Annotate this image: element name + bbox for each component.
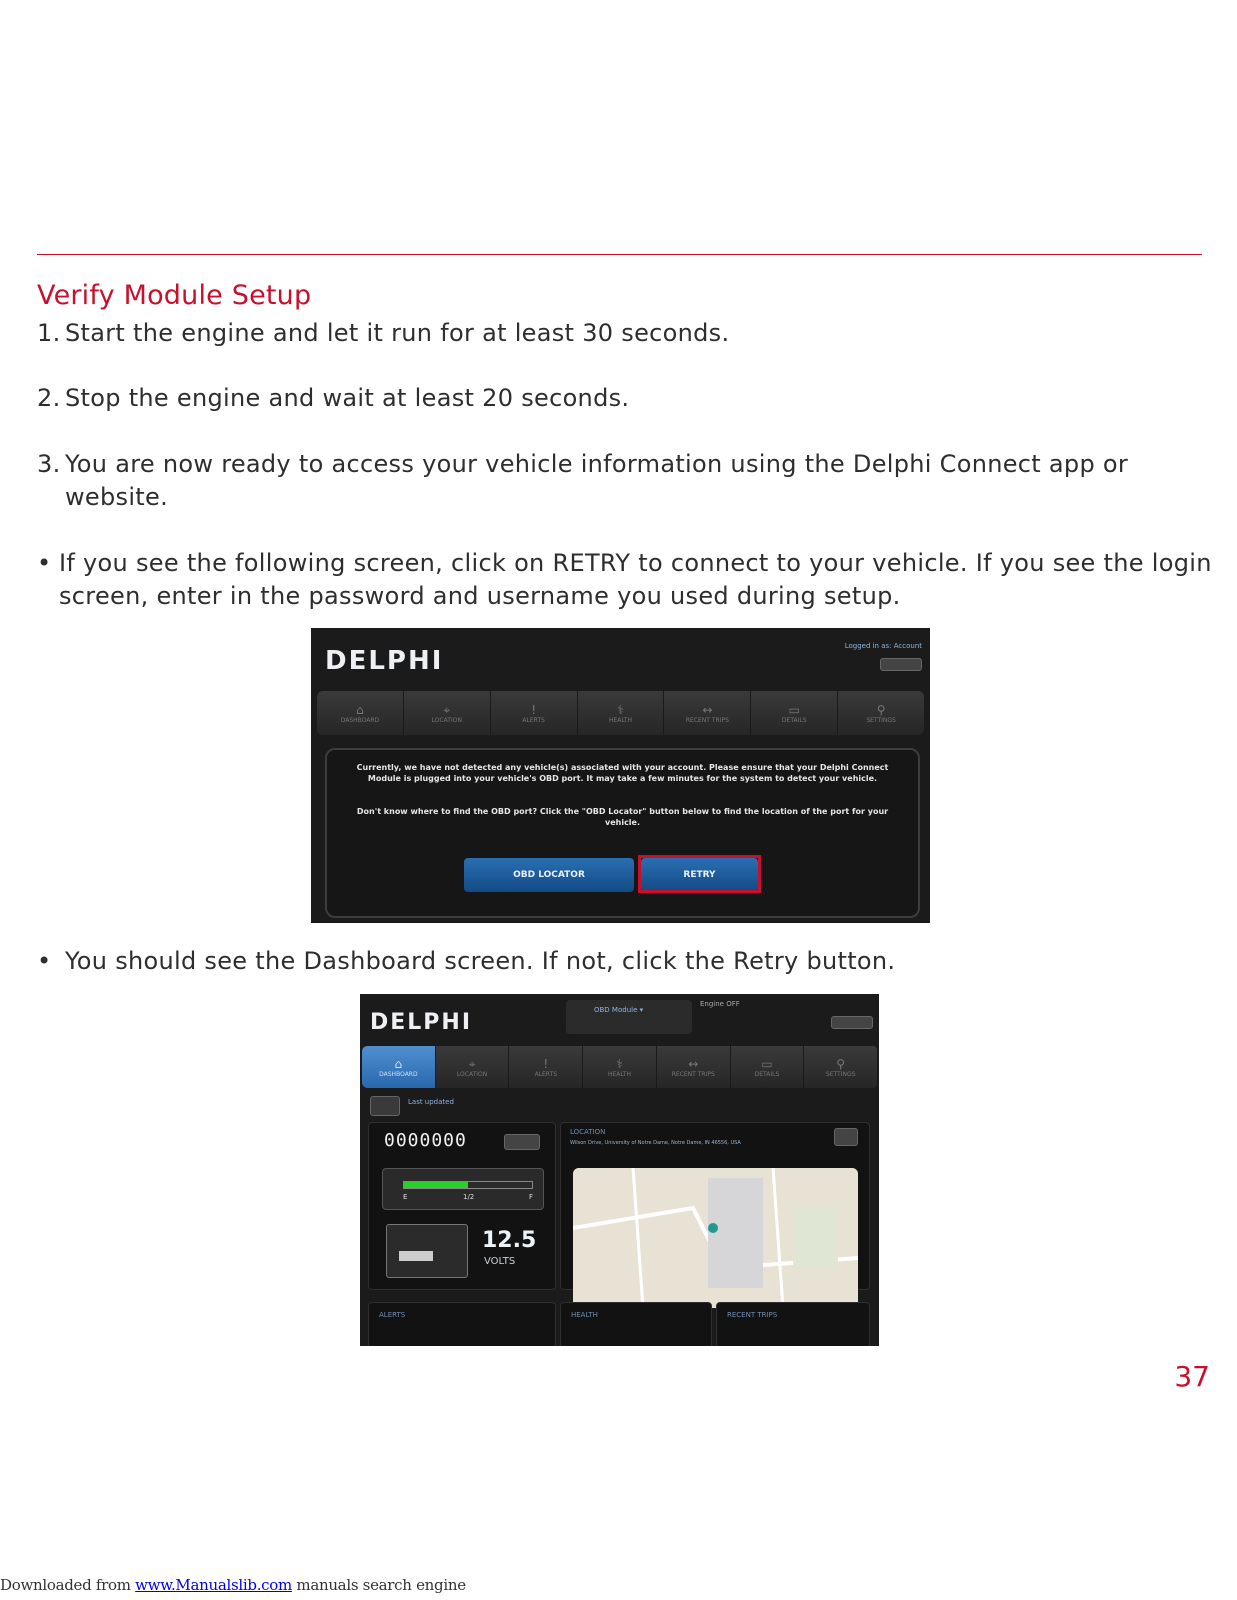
tab-location[interactable]: ⌖ LOCATION (404, 691, 491, 735)
map-pin-icon (708, 1223, 718, 1233)
vehicle-select[interactable]: OBD Module ▾ (566, 1000, 692, 1034)
bullet-icon: • (37, 549, 52, 577)
tab-recent-trips[interactable]: ↔ RECENT TRIPS (664, 691, 751, 735)
no-vehicle-message: Currently, we have not detected any vehicle(s) associated with your account. Please ensure that your Delphi Connect Module is plugged into your vehicle's OBD port. It may take a few minutes for the system to detect your vehicle. (356, 763, 889, 783)
sign-out-button[interactable] (880, 658, 922, 671)
health-panel[interactable]: HEALTH (560, 1302, 712, 1346)
fuel-gauge-track (403, 1181, 533, 1189)
location-address: Wilson Drive, University of Notre Dame, Notre Dame, IN 46556, USA (570, 1140, 741, 1146)
alert-icon: ! (531, 702, 537, 717)
sign-out-button[interactable] (831, 1016, 873, 1029)
dashboard-icon: ⌂ (394, 1056, 403, 1071)
odometer: 0000000 (384, 1130, 467, 1151)
screenshot-dashboard (360, 994, 879, 1346)
page-number: 37 (1174, 1360, 1210, 1393)
battery-label-plate (399, 1251, 433, 1261)
trips-icon: ↔ (688, 1056, 699, 1071)
settings-icon: ⚲ (836, 1056, 846, 1071)
tab-dashboard[interactable]: ⌂ DASHBOARD (362, 1046, 436, 1088)
car-icon: ▭ (788, 702, 800, 717)
tab-settings[interactable]: ⚲ SETTINGS (866, 702, 896, 724)
retry-highlight-box (638, 855, 761, 893)
tab-health[interactable]: ⚕ HEALTH (578, 691, 665, 735)
delphi-logo: DELPHI (370, 1010, 473, 1035)
alert-icon: ! (543, 1056, 549, 1071)
delphi-logo: DELPHI (325, 646, 444, 676)
step-1: 1. Start the engine and let it run for at least 30 seconds. (37, 319, 730, 347)
map-graphic (573, 1168, 858, 1308)
tab-recent-trips[interactable]: ↔ RECENT TRIPS (657, 1046, 731, 1088)
obd-locator-button[interactable]: OBD LOCATOR (464, 858, 634, 892)
refresh-button[interactable] (370, 1096, 400, 1116)
location-expand-button[interactable] (834, 1128, 858, 1146)
tab-dashboard[interactable]: ⌂ DASHBOARD (317, 691, 404, 735)
fuel-gauge (382, 1168, 544, 1210)
download-footer: Downloaded from www.Manualslib.com manuals search engine (0, 1576, 466, 1594)
retry-button[interactable]: RETRY (641, 858, 758, 892)
account-info[interactable]: Logged in as: Account (844, 642, 922, 650)
obd-help-message: Don't know where to find the OBD port? Click the "OBD Locator" button below to find the location of the port for your vehicle. (356, 807, 889, 827)
bullet-retry: • If you see the following screen, click on RETRY to connect to your vehicle. If you see the login screen, enter in the password and username you used during setup. (37, 549, 1212, 610)
main-nav (362, 1046, 877, 1088)
battery-unit: VOLTS (484, 1256, 516, 1267)
trips-icon: ↔ (702, 702, 713, 717)
step-2: 2. Stop the engine and wait at least 20 seconds. (37, 384, 630, 412)
tab-details[interactable]: ▭ DETAILS (731, 1046, 805, 1088)
manualslib-link[interactable]: www.Manualslib.com (135, 1576, 292, 1594)
health-icon: ⚕ (616, 1056, 623, 1071)
dashboard-icon: ⌂ (356, 702, 364, 717)
tab-settings[interactable]: ⚲ SETTINGS (825, 1056, 856, 1078)
car-icon: ▭ (761, 1056, 773, 1071)
step-3: 3. You are now ready to access your vehicle information using the Delphi Connect app or website. (37, 450, 1129, 511)
tab-alerts[interactable]: ! ALERTS (491, 691, 578, 735)
fuel-scale-full: F (529, 1193, 534, 1201)
last-updated: Last updated (408, 1098, 454, 1106)
settings-icon: ⚲ (876, 702, 886, 717)
section-divider (37, 254, 1202, 255)
bullet-icon: • (37, 947, 52, 975)
battery-voltage: 12.5 (482, 1228, 537, 1253)
bullet-dashboard: • You should see the Dashboard screen. If not, click the Retry button. (37, 945, 895, 978)
health-icon: ⚕ (617, 702, 624, 717)
location-map[interactable] (573, 1168, 858, 1308)
tab-location[interactable]: ⌖ LOCATION (436, 1046, 510, 1088)
engine-status: Engine OFF (700, 1000, 740, 1008)
tab-details[interactable]: ▭ DETAILS (751, 691, 838, 735)
recent-trips-panel[interactable]: RECENT TRIPS (716, 1302, 870, 1346)
odometer-edit-button[interactable] (504, 1134, 540, 1150)
fuel-scale-half: 1/2 (463, 1193, 475, 1201)
location-label: LOCATION (570, 1128, 606, 1136)
no-vehicle-message-box (325, 748, 920, 918)
section-heading: Verify Module Setup (37, 280, 312, 311)
alerts-panel[interactable]: ALERTS (368, 1302, 556, 1346)
battery-icon (386, 1224, 468, 1278)
location-icon: ⌖ (468, 1056, 476, 1071)
tab-health[interactable]: ⚕ HEALTH (583, 1046, 657, 1088)
location-icon: ⌖ (443, 702, 451, 717)
tab-alerts[interactable]: ! ALERTS (509, 1046, 583, 1088)
main-nav (317, 691, 924, 735)
fuel-scale-empty: E (403, 1193, 408, 1201)
screenshot-no-vehicle (311, 628, 930, 923)
